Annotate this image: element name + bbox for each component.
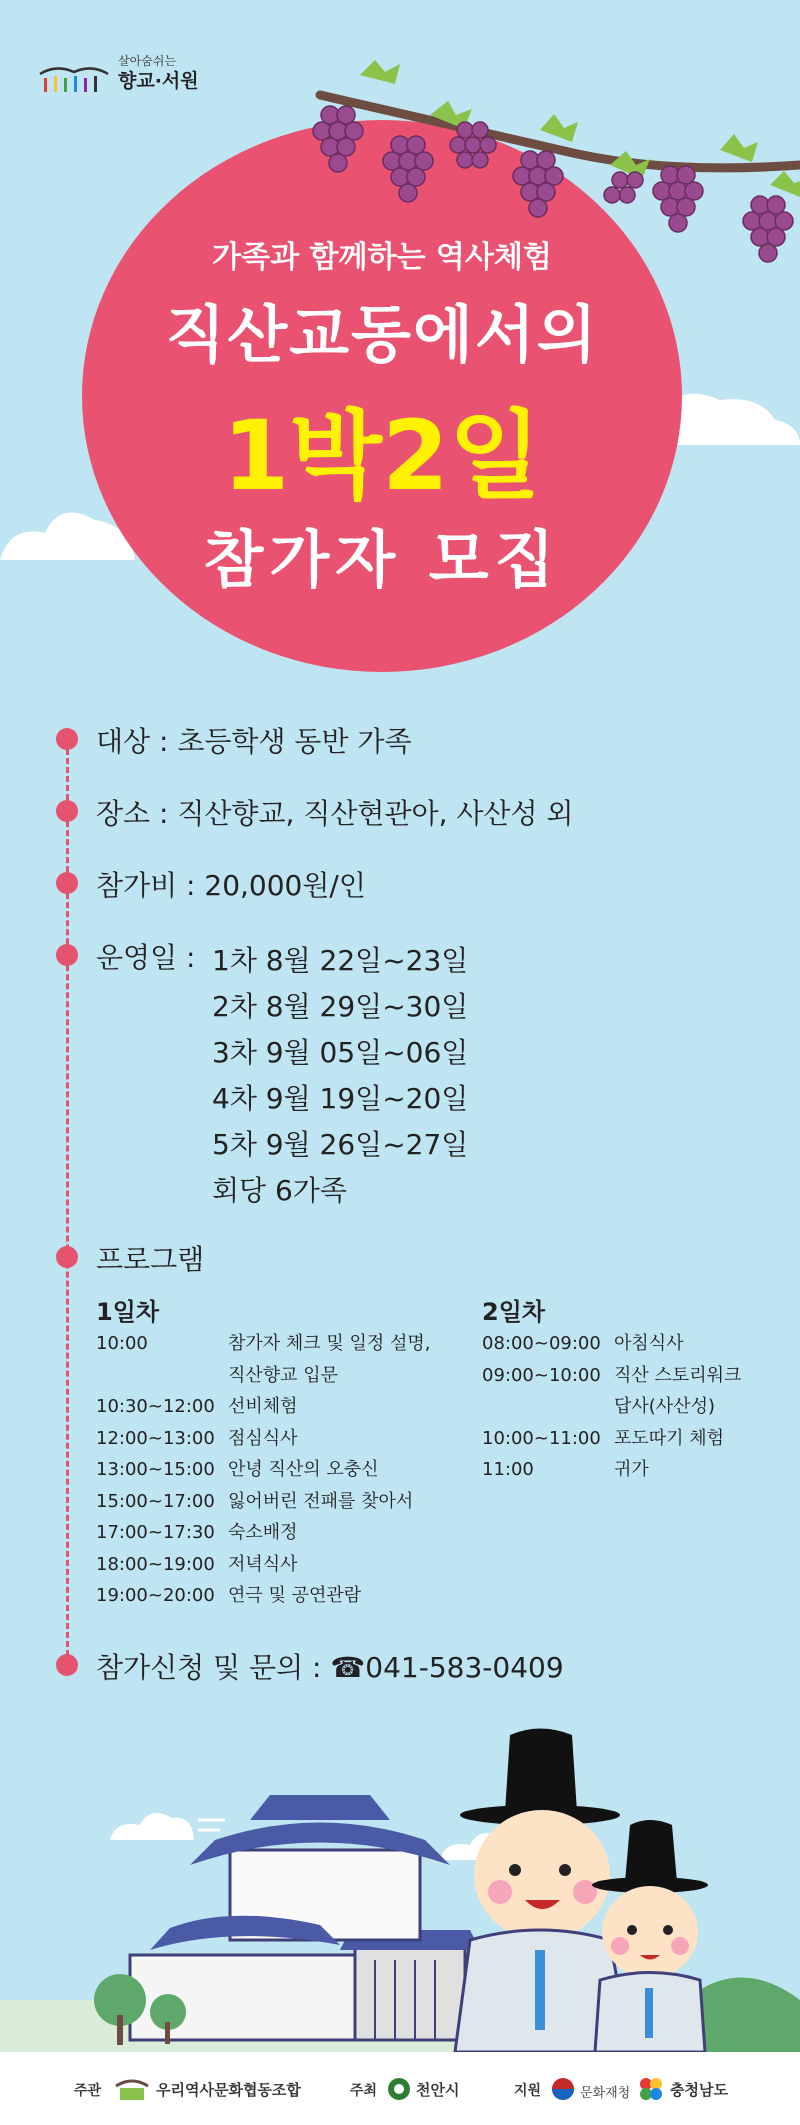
organizer-label: 주관 xyxy=(74,2083,102,2099)
bullet-dot xyxy=(56,872,78,894)
footer xyxy=(0,2052,800,2125)
info-fee: 참가비 : 20,000원/인 xyxy=(96,869,366,902)
schedule-row xyxy=(482,1360,782,1392)
day2-schedule xyxy=(482,1328,782,1486)
schedule-activity: 답사(사산성) xyxy=(614,1396,715,1417)
schedule-row xyxy=(482,1454,782,1486)
schedule-row xyxy=(96,1423,466,1455)
schedule-time: 15:00~17:00 xyxy=(96,1490,215,1512)
schedule-row xyxy=(96,1549,466,1581)
schedule-time: 10:00 xyxy=(96,1333,148,1354)
schedule-activity: 참가자 체크 및 일정 설명, xyxy=(228,1333,431,1354)
schedule-time: 10:30~12:00 xyxy=(96,1396,215,1417)
schedule-time: 12:00~13:00 xyxy=(96,1427,215,1449)
headline-title-line3: 참가자 모집 xyxy=(203,523,561,596)
schedule-date: 5차 9월 26일~27일 xyxy=(212,1128,469,1161)
schedule-activity: 숙소배정 xyxy=(228,1522,298,1543)
support-name-2: 충청남도 xyxy=(670,2081,728,2099)
logo-main-text: 향교·서원 xyxy=(118,70,199,92)
organizer-logo-icon xyxy=(112,2072,152,2104)
schedule-row xyxy=(96,1517,466,1549)
day1-heading: 1일차 xyxy=(96,1298,160,1326)
scholar-child-icon xyxy=(592,1820,708,2052)
headline-title-line2: 1박2일 xyxy=(222,400,542,512)
contact-label: 참가신청 및 문의 : xyxy=(96,1651,322,1684)
chungnam-logo-icon xyxy=(636,2074,666,2104)
schedule-date: 1차 8월 22일~23일 xyxy=(212,944,469,977)
schedule-row xyxy=(482,1423,782,1455)
schedule-activity: 직산향교 입문 xyxy=(228,1364,339,1386)
day1-schedule xyxy=(96,1328,466,1612)
schedule-activity: 연극 및 공연관람 xyxy=(228,1585,362,1606)
contact xyxy=(96,1646,564,1686)
cheonan-logo-icon xyxy=(386,2076,412,2102)
schedule-activity: 귀가 xyxy=(614,1459,649,1480)
logo-mark-icon xyxy=(36,64,112,94)
cultural-heritage-logo-icon xyxy=(550,2076,576,2102)
logo xyxy=(36,52,236,102)
schedule-row xyxy=(96,1486,466,1518)
bullet-dot xyxy=(56,944,78,966)
host-name: 천안시 xyxy=(416,2081,460,2099)
schedule-families: 회당 6가족 xyxy=(212,1174,347,1207)
host-label: 주최 xyxy=(350,2083,378,2099)
schedule-row xyxy=(482,1328,782,1360)
schedule-row xyxy=(96,1360,466,1392)
schedule-row xyxy=(96,1391,466,1423)
schedule-row xyxy=(96,1580,466,1612)
schedule-activity: 선비체험 xyxy=(228,1396,298,1417)
schedule-activity: 안녕 직산의 오충신 xyxy=(228,1459,379,1480)
phone-icon: ☎ xyxy=(330,1651,366,1684)
bullet-dot xyxy=(56,800,78,822)
schedule-time: 19:00~20:00 xyxy=(96,1585,215,1606)
schedule-row xyxy=(482,1391,782,1423)
schedule-activity: 아침식사 xyxy=(614,1333,684,1354)
schedule-time: 18:00~19:00 xyxy=(96,1553,215,1575)
schedule-date: 3차 9월 05일~06일 xyxy=(212,1036,469,1069)
schedule-dates xyxy=(212,938,468,1214)
day2-heading: 2일차 xyxy=(482,1298,546,1326)
hanok-illustration xyxy=(0,1700,800,2052)
schedule-date: 2차 8월 29일~30일 xyxy=(212,990,469,1023)
bullet-dot xyxy=(56,728,78,750)
logo-small-text: 살아숨쉬는 xyxy=(118,54,176,68)
cloud-icon xyxy=(110,1813,194,1840)
support-name-1: 문화재청 xyxy=(580,2086,631,2101)
bullet-dot xyxy=(56,1654,78,1676)
schedule-activity: 직산 스토리워크 xyxy=(614,1364,742,1386)
schedule-time: 08:00~09:00 xyxy=(482,1333,601,1354)
support-label: 지원 xyxy=(514,2083,542,2099)
headline-title-line1: 직산교동에서의 xyxy=(165,298,599,371)
headline-subtitle: 가족과 함께하는 역사체험 xyxy=(212,240,552,275)
info-place: 장소 : 직산향교, 직산현관아, 사산성 외 xyxy=(96,797,574,830)
schedule-row xyxy=(96,1454,466,1486)
schedule-activity: 포도따기 체험 xyxy=(614,1427,725,1449)
schedule-time: 17:00~17:30 xyxy=(96,1522,215,1543)
schedule-time: 13:00~15:00 xyxy=(96,1459,215,1480)
program-label: 프로그램 xyxy=(96,1243,205,1276)
schedule-activity: 저녁식사 xyxy=(228,1553,298,1575)
schedule-activity: 점심식사 xyxy=(228,1427,298,1449)
contact-phone[interactable]: 041-583-0409 xyxy=(365,1651,564,1684)
info-schedule-label: 운영일 : xyxy=(96,941,196,974)
info-target: 대상 : 초등학생 동반 가족 xyxy=(96,725,412,758)
bullet-dot xyxy=(56,1246,78,1268)
schedule-row xyxy=(96,1328,466,1360)
schedule-time: 11:00 xyxy=(482,1459,534,1480)
schedule-time: 09:00~10:00 xyxy=(482,1364,601,1386)
schedule-activity: 잃어버린 전패를 찾아서 xyxy=(228,1490,414,1512)
schedule-date: 4차 9월 19일~20일 xyxy=(212,1082,469,1115)
organizer-name: 우리역사문화협동조합 xyxy=(156,2081,301,2099)
schedule-time: 10:00~11:00 xyxy=(482,1427,601,1449)
